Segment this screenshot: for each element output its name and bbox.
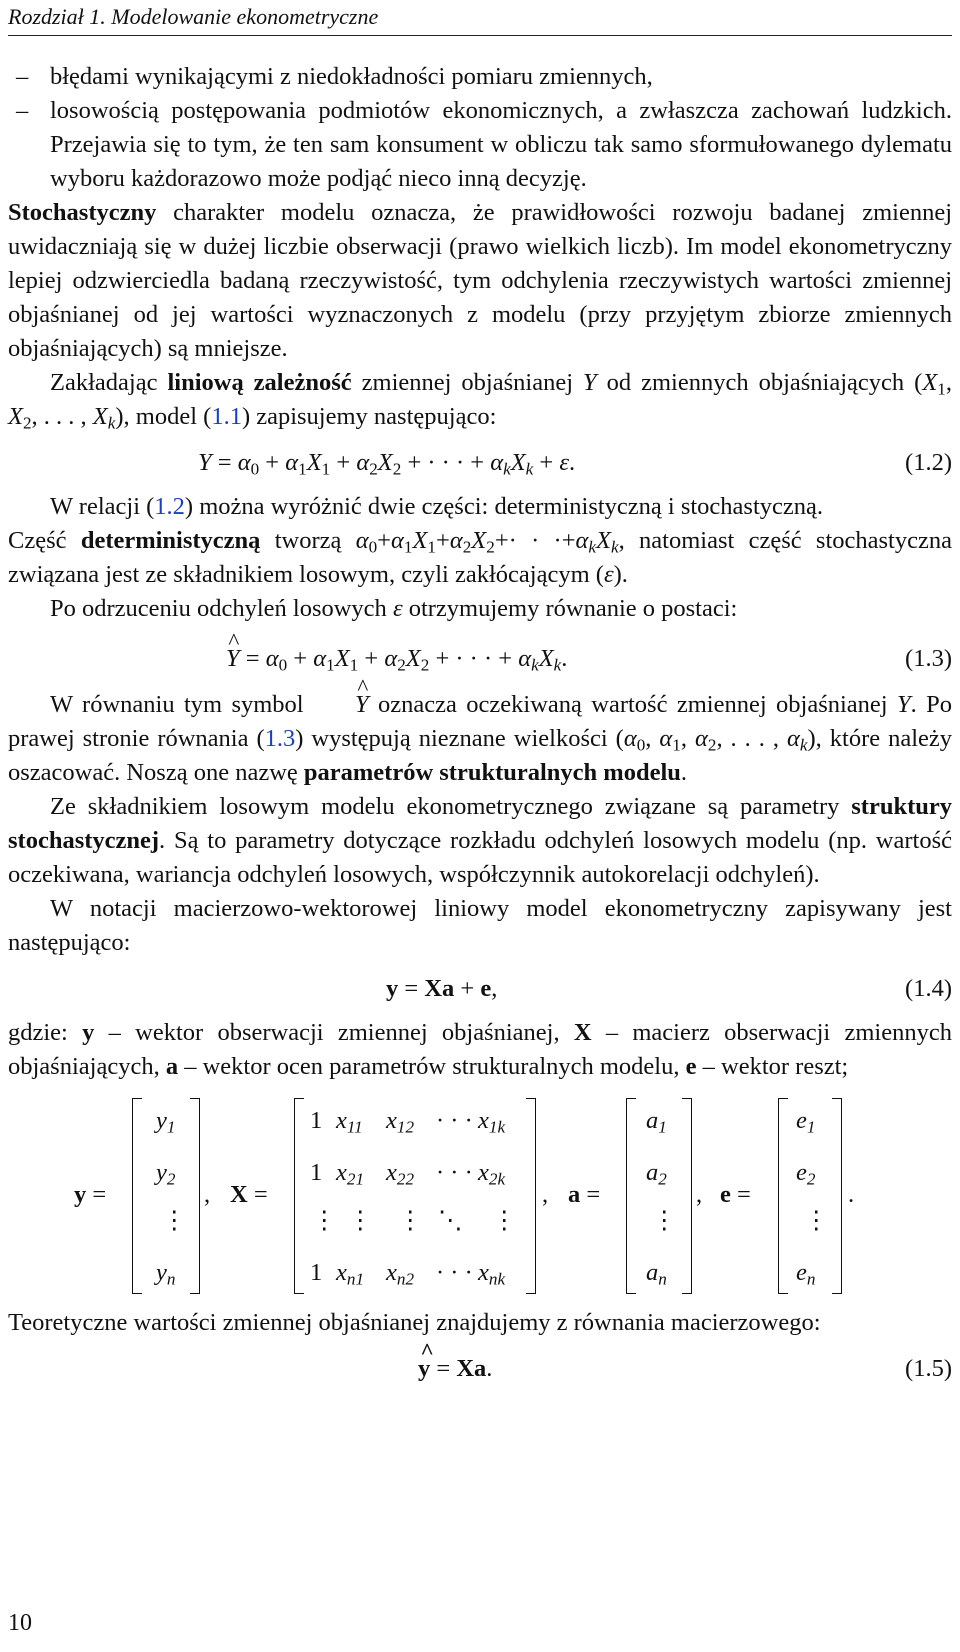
bracket <box>132 1098 142 1294</box>
list-item: – błędami wynikającymi z niedokładności pomiaru zmiennych, <box>8 60 952 94</box>
equation-number: (1.5) <box>905 1355 952 1382</box>
list-dash: – <box>16 97 29 124</box>
matrix-definitions: y = $y_1$ $y_2$ ⋮ $y_n$ , X = 1 $x_{11}$ $x_{12}$ · · · $x_{1k}$ 1 $x_{21}$ $x_{22}$ · · · $x_{2k}$ ⋮ ⋮ ⋮ ⋱ ⋮ 1 $x_{n1}$ $x_{n2}$ · · · $x_{nk}$ , a = $a_1$ $a_2$ ⋮ $a_n$ , e = $e_1$ $e_2$ ⋮ $e_n$ . <box>8 1098 952 1294</box>
equation-number: (1.4) <box>905 975 952 1002</box>
chapter-header: Rozdział 1. Modelowanie ekonometryczne <box>8 4 379 29</box>
equation-1-3: ^ $Y = \alpha_0 + \alpha_1X_1 + \alpha_2X_2$ + · · · + $\alpha_kX_k$. (1.3) <box>8 632 952 680</box>
header-rule <box>8 35 952 36</box>
equation-reference[interactable]: 1.3 <box>264 725 296 752</box>
bracket <box>190 1098 200 1294</box>
paragraph-linear: Zakładając liniową zależność zmiennej objaśnianej Y od zmiennych objaśniających ($X_1$, $X_2$, . . . , $X_k$), model (1.1) zapisujemy następująco: <box>8 369 952 433</box>
page-number: 10 <box>8 1610 32 1636</box>
bracket <box>526 1098 536 1294</box>
equation-number: (1.2) <box>905 449 952 476</box>
body-text <box>8 60 952 1396</box>
equation-1-2: $Y = \alpha_0 + \alpha_1X_1 + \alpha_2X_2$ + · · · + $\alpha_kX_k + \varepsilon$. (1.2) <box>8 442 952 482</box>
list-item: – losowością postępowania podmiotów ekonomicznych, a zwłaszcza zachowań ludzkich. Przejawia się to tym, że ten sam konsument w obliczu tak samo sformułowanego dylematu wyboru każdorazowo może podjąć nieco inną decyzję. <box>8 94 952 196</box>
paragraph-equation: W równaniu tym symbol ^ Y oznacza oczekiwaną wartość zmiennej objaśnianej Y. Po prawej stronie równania (1.3) występują nieznane wielkości ($\alpha_0$, $\alpha_1$, $\alpha_2$, . . . , $\alpha_k$), które należy oszacować. Noszą one nazwę parametrów strukturalnych modelu. <box>8 688 952 790</box>
paragraph-theoretical: Teoretyczne wartości zmiennej objaśnianej znajdujemy z równania macierzowego: <box>8 1309 821 1336</box>
bracket <box>626 1098 636 1294</box>
bracket <box>832 1098 842 1294</box>
paragraph-deterministic: Część deterministyczną tworzą $\alpha_0+\alpha_1X_1+\alpha_2X_2+\cdot \cdot \cdot+\alpha_kX_k$, natomiast część stochastyczna związana jest ze składnikiem losowym, czyli zakłócającym (ε). <box>8 527 952 588</box>
paragraph-notation: W notacji macierzowo-wektorowej liniowy model ekonometryczny zapisywany jest następująco: <box>8 895 952 956</box>
paragraph-rejection: Po odrzuceniu odchyleń losowych ε otrzymujemy równanie o postaci: <box>50 595 738 622</box>
equation-number: (1.3) <box>905 645 952 672</box>
equation-reference[interactable]: 1.1 <box>211 403 242 430</box>
paragraph-where: gdzie: y – wektor obserwacji zmiennej objaśnianej, X – macierz obserwacji zmiennych objaśniających, a – wektor ocen parametrów strukturalnych modelu, e – wektor reszt; <box>8 1019 952 1080</box>
equation-1-5: ^ y = Xa. (1.5) <box>8 1348 952 1388</box>
equation-1-4: y = Xa + e, (1.4) <box>8 968 952 1008</box>
paragraph-relation: W relacji (1.2) można wyróżnić dwie części: deterministyczną i stochastyczną. <box>50 493 824 520</box>
bracket <box>778 1098 788 1294</box>
equation-reference[interactable]: 1.2 <box>154 493 185 520</box>
paragraph-structure: Ze składnikiem losowym modelu ekonometrycznego związane są parametry struktury stochastycznej. Są to parametry dotyczące rozkładu odchyleń losowych modelu (np. wartość oczekiwana, wariancja odchyleń losowych, współczynnik autokorelacji odchyleń). <box>8 793 952 888</box>
bracket <box>682 1098 692 1294</box>
paragraph-stochastic: Stochastyczny charakter modelu oznacza, że prawidłowości rozwoju badanej zmiennej uwidaczniają się w dużej liczbie obserwacji (prawo wielkich liczb). Im model ekonometryczny lepiej odzwierciedla badaną rzeczywistość, tym odchylenia rzeczywistych wartości zmiennej objaśnianej od jej wartości wyznaczonych z modelu (przy przyjętym zbiorze zmiennych objaśniających) są mniejsze. <box>8 199 952 362</box>
bracket <box>294 1098 304 1294</box>
list-dash: – <box>16 63 29 90</box>
